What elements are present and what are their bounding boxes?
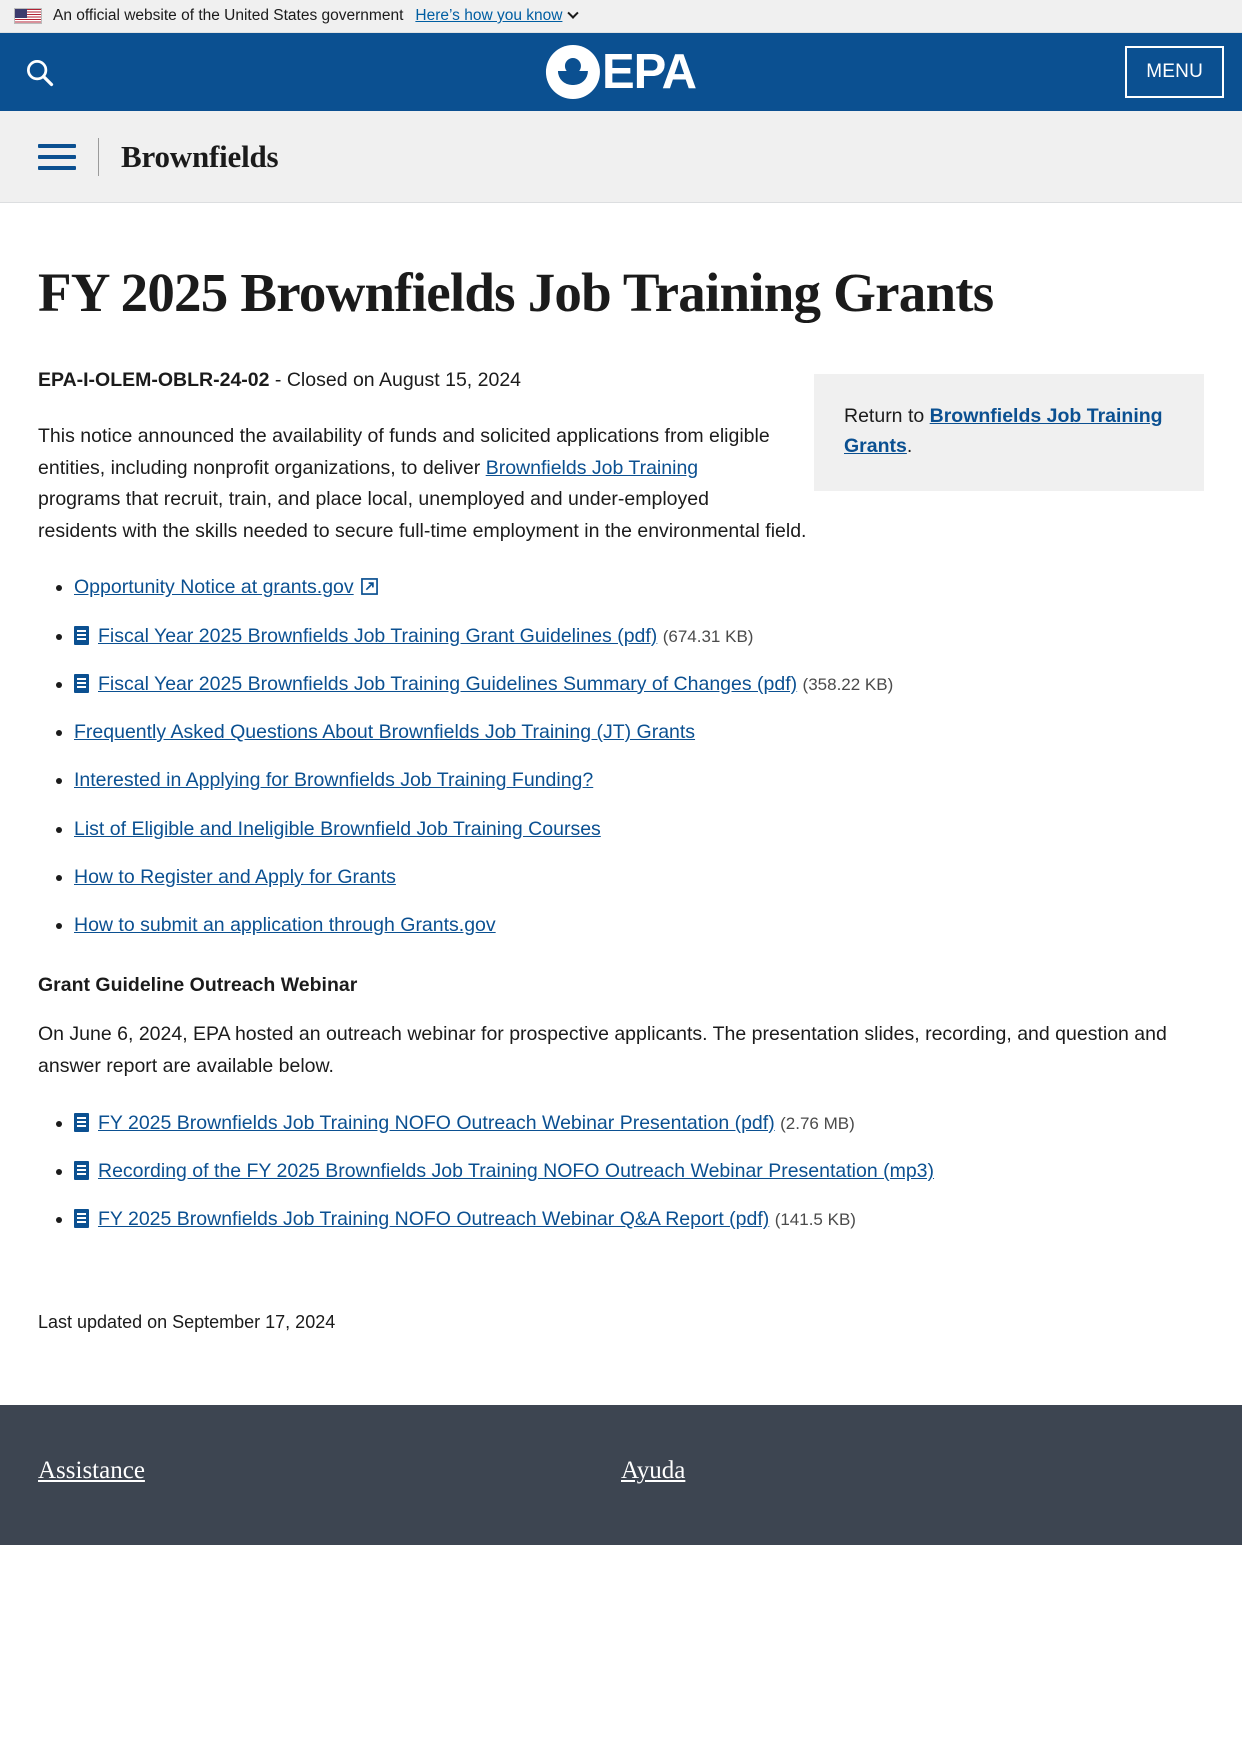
- us-flag-icon: [14, 8, 42, 24]
- hamburger-menu-icon[interactable]: [38, 144, 76, 170]
- gov-banner-text: An official website of the United States government: [53, 7, 404, 24]
- resource-link[interactable]: Opportunity Notice at grants.gov: [74, 576, 354, 599]
- site-area-title: Brownfields: [121, 138, 279, 174]
- external-link-icon: [361, 578, 378, 595]
- file-size: (141.5 KB): [774, 1210, 856, 1230]
- page-title: FY 2025 Brownfields Job Training Grants: [38, 262, 994, 323]
- resource-link[interactable]: How to Register and Apply for Grants: [74, 865, 396, 888]
- how-you-know-toggle[interactable]: [415, 7, 577, 25]
- list-item: [74, 863, 1204, 892]
- return-link[interactable]: Brownfields Job Training Grants: [844, 404, 1163, 458]
- list-item: [74, 1205, 1204, 1234]
- menu-button[interactable]: MENU: [1125, 46, 1224, 98]
- search-button[interactable]: [18, 51, 60, 93]
- return-suffix: .: [906, 435, 913, 458]
- list-item: [74, 670, 1204, 699]
- list-item: [74, 1109, 1204, 1138]
- epa-logo[interactable]: [546, 45, 696, 99]
- file-size: (674.31 KB): [662, 626, 754, 646]
- webinar-resource-list: [38, 1109, 1204, 1235]
- resource-list: [38, 573, 1204, 940]
- epa-seal-icon: [546, 45, 600, 99]
- footer-col-assistance: [38, 1457, 621, 1485]
- list-item: [74, 815, 1204, 844]
- resource-link[interactable]: Fiscal Year 2025 Brownfields Job Training Guidelines Summary of Changes (pdf): [98, 672, 798, 695]
- webinar-link[interactable]: FY 2025 Brownfields Job Training NOFO Outreach Webinar Q&A Report (pdf): [98, 1208, 770, 1231]
- chevron-down-icon: [568, 8, 579, 19]
- list-item: [74, 1157, 1204, 1186]
- audio-file-icon: [74, 1161, 89, 1180]
- epa-wordmark: EPA: [601, 44, 697, 99]
- bottom-spacer: [38, 1333, 1204, 1405]
- file-size: (2.76 MB): [780, 1113, 855, 1133]
- gov-banner: [0, 0, 1242, 33]
- site-footer: [0, 1405, 1242, 1545]
- assistance-link[interactable]: Assistance: [38, 1457, 145, 1485]
- pdf-file-icon: [74, 1113, 89, 1132]
- nav-divider: [98, 138, 99, 176]
- list-item: [74, 573, 1204, 602]
- resource-link[interactable]: How to submit an application through Grants.gov: [74, 914, 496, 937]
- list-item: [74, 766, 1204, 795]
- webinar-link[interactable]: Recording of the FY 2025 Brownfields Job Training NOFO Outreach Webinar Presentation (mp3): [98, 1159, 935, 1182]
- last-updated: Last updated on September 17, 2024: [38, 1312, 336, 1333]
- pdf-file-icon: [74, 626, 89, 645]
- search-icon: [24, 57, 54, 87]
- pdf-file-icon: [74, 1209, 89, 1228]
- sub-navigation: [0, 111, 1242, 203]
- opportunity-status: - Closed on August 15, 2024: [274, 368, 522, 391]
- pdf-file-icon: [74, 674, 89, 693]
- return-prefix: Return to: [844, 404, 930, 427]
- footer-col-ayuda: [621, 1457, 1204, 1485]
- webinar-link[interactable]: FY 2025 Brownfields Job Training NOFO Outreach Webinar Presentation (pdf): [98, 1111, 775, 1134]
- intro-text-part-2: programs that recruit, train, and place local, unemployed and under-employed residents with the skills needed to secure full-time employment in the environmental field.: [38, 488, 807, 542]
- resource-link[interactable]: Fiscal Year 2025 Brownfields Job Training Grant Guidelines (pdf): [98, 624, 658, 647]
- webinar-heading: Grant Guideline Outreach Webinar: [38, 974, 358, 997]
- list-item: [74, 718, 1204, 747]
- intro-text-part-1: This notice announced the availability of funds and solicited applications from eligible entities, including nonprofit organizations, to deliver: [38, 425, 770, 479]
- ayuda-link[interactable]: Ayuda: [621, 1457, 686, 1485]
- resource-link[interactable]: Interested in Applying for Brownfields Job Training Funding?: [74, 769, 594, 792]
- return-callout: [814, 374, 1204, 491]
- resource-link[interactable]: Frequently Asked Questions About Brownfields Job Training (JT) Grants: [74, 721, 696, 744]
- site-header: [0, 33, 1242, 111]
- list-item: [74, 622, 1204, 651]
- list-item: [74, 911, 1204, 940]
- how-you-know-label: Here’s how you know: [415, 7, 563, 24]
- job-training-link[interactable]: Brownfields Job Training: [485, 456, 699, 479]
- resource-link[interactable]: List of Eligible and Ineligible Brownfield Job Training Courses: [74, 817, 601, 840]
- webinar-paragraph: On June 6, 2024, EPA hosted an outreach webinar for prospective applicants. The presentation slides, recording, and question and answer report are available below.: [38, 1023, 1167, 1078]
- file-size: (358.22 KB): [802, 674, 894, 694]
- opportunity-number: EPA-I-OLEM-OBLR-24-02: [38, 368, 270, 391]
- main-content: [0, 261, 1242, 1405]
